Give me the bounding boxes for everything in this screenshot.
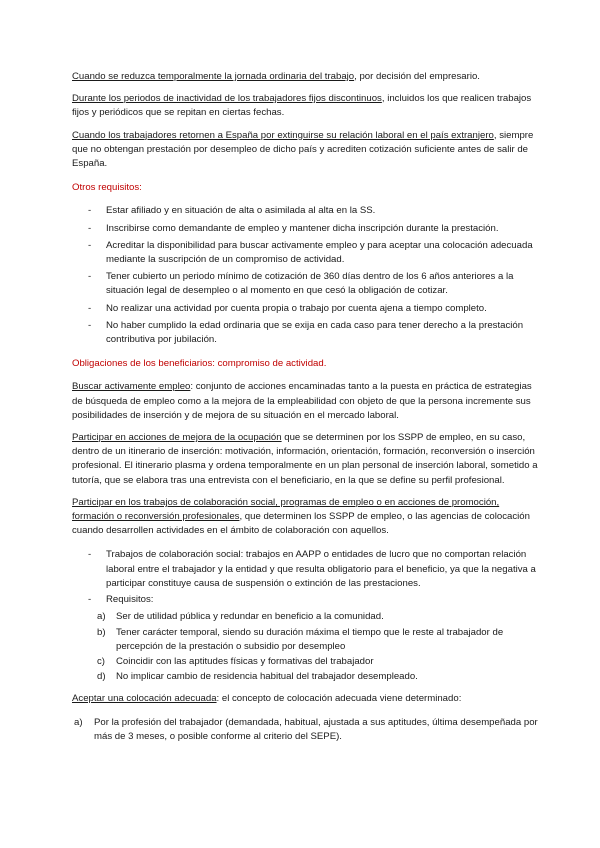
paragraph-text: : conjunto de acciones encaminadas tanto a la puesta en práctica de estrategias de búsqueda de empleo como a la mejora de la empleabilidad con objeto de que la persona incremente sus posibilidades de inserción y de mejora de su situación en el mercado laboral.	[72, 381, 532, 421]
paragraph-text: , siempre que no obtengan prestación por desempleo de dicho país y acrediten cotización suficiente antes de salir de España.	[72, 129, 534, 170]
obligaciones-title: Obligaciones de los beneficiarios: compromiso de actividad.	[72, 358, 327, 370]
list-item	[74, 716, 540, 744]
list-marker: b)	[97, 626, 106, 638]
colaboracion-list	[72, 548, 540, 607]
list-item	[97, 626, 540, 654]
underlined-heading: Buscar activamente empleo	[72, 381, 191, 393]
list-item: - No haber cumplido la edad ordinaria que se exija en cada caso para tener derecho a la prestación contributiva por jubilación.	[106, 319, 540, 347]
list-item-text: No implicar cambio de residencia habitual del trabajador desempleado.	[116, 671, 418, 683]
list-item: - Inscribirse como demandante de empleo y mantener dicha inscripción durante la prestación.	[106, 222, 540, 236]
paragraph-text: , que determinen los SSPP de empleo, o las agencias de colocación cuando desarrollen actividades en el ámbito de colaboración con aquellos.	[72, 511, 530, 537]
list-item: - Trabajos de colaboración social: trabajos en AAPP o entidades de lucro que no comportan relación laboral entre el trabajador y la entidad y que resulta obligatorio para el beneficio, ya que la negativa a participar constituye causa de suspensión o extinción de las prestaciones.	[106, 548, 540, 591]
paragraph-text: : el concepto de colocación adecuada viene determinado:	[216, 693, 462, 705]
list-marker: c)	[97, 655, 105, 667]
list-item-text: Por la profesión del trabajador (demandada, habitual, ajustada a sus aptitudes, última desempeñada por más de 3 meses, o posible conforme al criterio del SEPE).	[94, 716, 538, 742]
underlined-heading: Cuando se reduzca temporalmente la jornada ordinaria del trabajo	[72, 71, 355, 82]
list-item: - Requisitos:	[106, 593, 540, 607]
list-marker: d)	[97, 671, 106, 683]
list-marker: a)	[97, 611, 106, 623]
underlined-heading: Participar en acciones de mejora de la ocupación	[72, 432, 282, 444]
list-item	[97, 610, 540, 624]
otros-requisitos-title: Otros requisitos:	[72, 182, 142, 194]
paragraph-reduccion-jornada	[72, 70, 540, 84]
paragraph-text: , por decisión del empresario.	[354, 71, 480, 82]
underlined-heading: Participar en los trabajos de colaboración social, programas de empleo o en acciones de promoción, formación o reconversión profesionales	[72, 496, 500, 523]
list-item	[97, 655, 540, 669]
paragraph-text: que se determinen por los SSPP de empleo, en su caso, dentro de un itinerario de inserción: motivación, información, orientación, formación, reconversión o inserción profesional. El itinerario plasma y ordena temporalmente en un plan personal de inserción laboral, sometido a tutoría, que se elabora tras una entrevista con el beneficiario, en la que se define su perfil profesional.	[72, 432, 538, 486]
list-item: - Acreditar la disponibilidad para buscar activamente empleo y para aceptar una colocación adecuada mediante la suscripción de un compromiso de actividad.	[106, 239, 540, 267]
list-item: - Tener cubierto un periodo mínimo de cotización de 360 días dentro de los 6 años anteriores a la situación legal de desempleo o al momento en que cesó la obligación de cotizar.	[106, 270, 540, 298]
underlined-heading: Aceptar una colocación adecuada	[72, 693, 217, 705]
paragraph-colaboracion-social	[72, 496, 540, 539]
paragraph-retorno-espana	[72, 129, 540, 172]
paragraph-aceptar-colocacion	[72, 692, 540, 706]
paragraph-fijos-discontinuos	[72, 92, 540, 120]
list-item: - Estar afiliado y en situación de alta o asimilada al alta en la SS.	[106, 204, 540, 218]
list-item-text: Coincidir con las aptitudes físicas y formativas del trabajador	[116, 655, 374, 667]
requisitos-list	[72, 610, 540, 684]
list-marker: a)	[74, 716, 83, 728]
paragraph-buscar-empleo	[72, 380, 540, 423]
otros-requisitos-list	[72, 204, 540, 347]
paragraph-participar-acciones	[72, 431, 540, 488]
colocacion-adecuada-list	[72, 716, 540, 744]
list-item-text: Ser de utilidad pública y redundar en beneficio a la comunidad.	[116, 611, 384, 623]
list-item-text: Tener carácter temporal, siendo su duración máxima el tiempo que le reste al trabajador de percepción de la prestación o subsidio por desempleo	[116, 626, 504, 652]
underlined-heading: Durante los periodos de inactividad de los trabajadores fijos discontinuos	[72, 93, 382, 105]
underlined-heading: Cuando los trabajadores retornen a España por extinguirse su relación laboral en el país extranjero	[72, 129, 494, 141]
paragraph-text: , incluidos los que realicen trabajos fijos y periódicos que se repitan en ciertas fechas.	[72, 93, 532, 119]
list-item: - No realizar una actividad por cuenta propia o trabajo por cuenta ajena a tiempo completo.	[106, 302, 540, 316]
list-item	[97, 670, 540, 684]
